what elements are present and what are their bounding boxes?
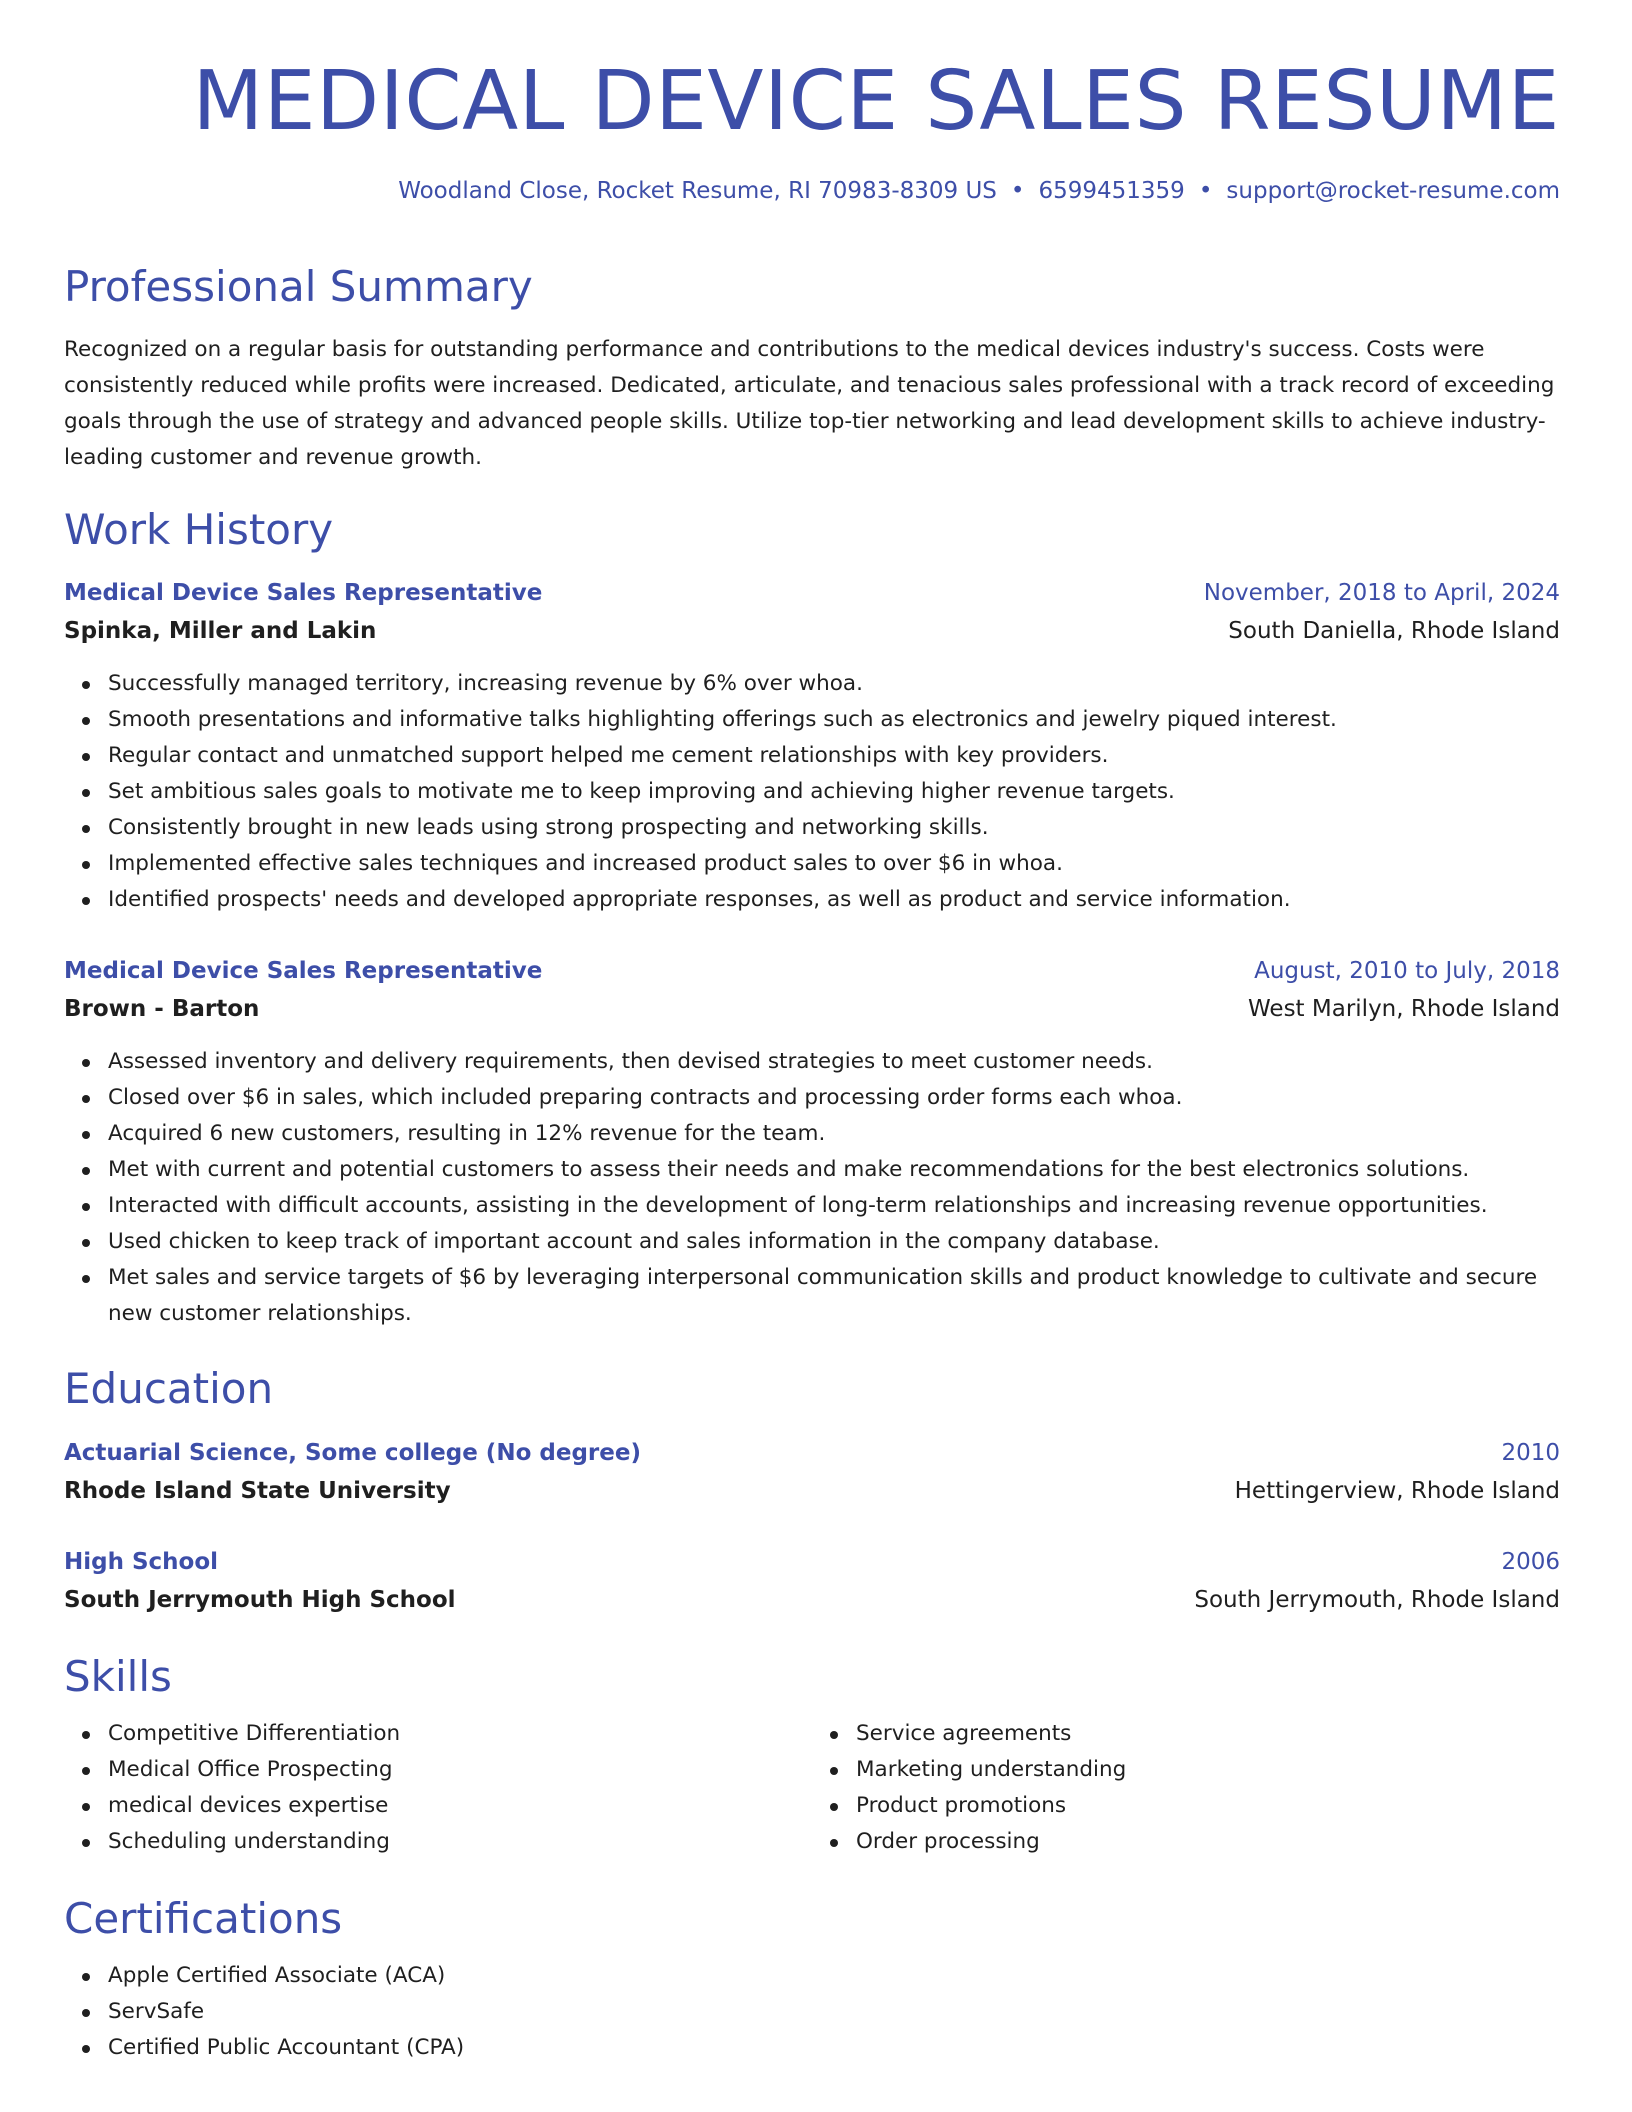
job-bullet: Set ambitious sales goals to motivate me to keep improving and achieving higher revenue targets. <box>108 774 1560 810</box>
job-header-row <box>64 952 1560 990</box>
job-bullet: Consistently brought in new leads using strong prospecting and networking skills. <box>108 810 1560 846</box>
education-degree-row <box>64 1543 1560 1581</box>
job-entry <box>64 574 1560 918</box>
education-location: South Jerrymouth, Rhode Island <box>1194 1587 1560 1613</box>
job-entry <box>64 952 1560 1332</box>
contact-separator: • <box>1198 178 1213 204</box>
contact-email[interactable]: support@rocket-resume.com <box>1226 178 1560 204</box>
contact-line <box>398 176 1560 206</box>
job-bullet: Regular contact and unmatched support helped me cement relationships with key providers. <box>108 738 1560 774</box>
skill-item: Medical Office Prospecting <box>108 1752 812 1788</box>
skills-list-left <box>64 1716 812 1860</box>
job-title: Medical Device Sales Representative <box>64 958 543 984</box>
skill-item: Service agreements <box>856 1716 1560 1752</box>
job-bullet: Met sales and service targets of $6 by leveraging interpersonal communication skills and product knowledge to cultivate and secure new customer relationships. <box>108 1260 1560 1332</box>
job-bullet: Used chicken to keep track of important account and sales information in the company database. <box>108 1224 1560 1260</box>
job-company-row <box>64 990 1560 1028</box>
job-bullet: Met with current and potential customers to assess their needs and make recommendations for the best electronics solutions. <box>108 1152 1560 1188</box>
section-heading-work-history: Work History <box>64 505 334 554</box>
section-heading-certifications: Certifications <box>64 1894 343 1943</box>
education-degree: High School <box>64 1549 219 1575</box>
section-heading-skills: Skills <box>64 1652 172 1701</box>
certification-item: ServSafe <box>108 1994 1560 2030</box>
skills-columns <box>64 1716 1560 1860</box>
skill-item: Marketing understanding <box>856 1752 1560 1788</box>
job-company-row <box>64 612 1560 650</box>
section-heading-education: Education <box>64 1364 274 1413</box>
job-company: Brown - Barton <box>64 996 260 1022</box>
job-title: Medical Device Sales Representative <box>64 580 543 606</box>
job-bullets <box>64 1044 1560 1332</box>
job-bullet: Implemented effective sales techniques and increased product sales to over $6 in whoa. <box>108 846 1560 882</box>
section-heading-summary: Professional Summary <box>64 262 533 311</box>
certification-item: Certified Public Accountant (CPA) <box>108 2030 1560 2066</box>
education-year: 2006 <box>1501 1549 1560 1575</box>
job-location: South Daniella, Rhode Island <box>1228 618 1560 644</box>
job-bullets <box>64 666 1560 918</box>
contact-phone[interactable]: 6599451359 <box>1038 178 1185 204</box>
job-bullet: Assessed inventory and delivery requirements, then devised strategies to meet customer needs. <box>108 1044 1560 1080</box>
education-school: Rhode Island State University <box>64 1478 451 1504</box>
skill-item: medical devices expertise <box>108 1788 812 1824</box>
skill-item: Competitive Differentiation <box>108 1716 812 1752</box>
skills-list-right <box>812 1716 1560 1860</box>
job-bullet: Successfully managed territory, increasing revenue by 6% over whoa. <box>108 666 1560 702</box>
education-school-row <box>64 1581 1560 1619</box>
contact-address: Woodland Close, Rocket Resume, RI 70983-8309 US <box>398 178 997 204</box>
resume-title: MEDICAL DEVICE SALES RESUME <box>192 54 1560 149</box>
education-entry <box>64 1543 1560 1619</box>
job-bullet: Closed over $6 in sales, which included preparing contracts and processing order forms each whoa. <box>108 1080 1560 1116</box>
education-school-row <box>64 1472 1560 1510</box>
certification-item: Apple Certified Associate (ACA) <box>108 1958 1560 1994</box>
job-dates: August, 2010 to July, 2018 <box>1254 958 1560 984</box>
job-bullet: Smooth presentations and informative talks highlighting offerings such as electronics and jewelry piqued interest. <box>108 702 1560 738</box>
education-location: Hettingerview, Rhode Island <box>1234 1478 1560 1504</box>
certifications-list <box>64 1958 1560 2066</box>
job-company: Spinka, Miller and Lakin <box>64 618 377 644</box>
certifications-block <box>64 1958 1560 2066</box>
job-bullet: Identified prospects' needs and developed appropriate responses, as well as product and service information. <box>108 882 1560 918</box>
skill-item: Product promotions <box>856 1788 1560 1824</box>
skill-item: Scheduling understanding <box>108 1824 812 1860</box>
education-entry <box>64 1434 1560 1510</box>
job-bullet: Interacted with difficult accounts, assisting in the development of long-term relationships and increasing revenue opportunities. <box>108 1188 1560 1224</box>
education-school: South Jerrymouth High School <box>64 1587 456 1613</box>
education-degree-row <box>64 1434 1560 1472</box>
education-year: 2010 <box>1501 1440 1560 1466</box>
education-degree: Actuarial Science, Some college (No degree) <box>64 1440 641 1466</box>
job-header-row <box>64 574 1560 612</box>
job-dates: November, 2018 to April, 2024 <box>1203 580 1560 606</box>
contact-separator: • <box>1010 178 1025 204</box>
job-location: West Marilyn, Rhode Island <box>1248 996 1560 1022</box>
skill-item: Order processing <box>856 1824 1560 1860</box>
job-bullet: Acquired 6 new customers, resulting in 12% revenue for the team. <box>108 1116 1560 1152</box>
resume-page <box>64 0 1560 2060</box>
summary-text: Recognized on a regular basis for outstanding performance and contributions to the medical devices industry's success. Costs were consistently reduced while profits were increased. Dedicated, articulate, and tenacious sales professional with a track record of exceeding goals through the use of strategy and advanced people skills. Utilize top-tier networking and lead development skills to achieve industry-leading customer and revenue growth. <box>64 337 1555 470</box>
